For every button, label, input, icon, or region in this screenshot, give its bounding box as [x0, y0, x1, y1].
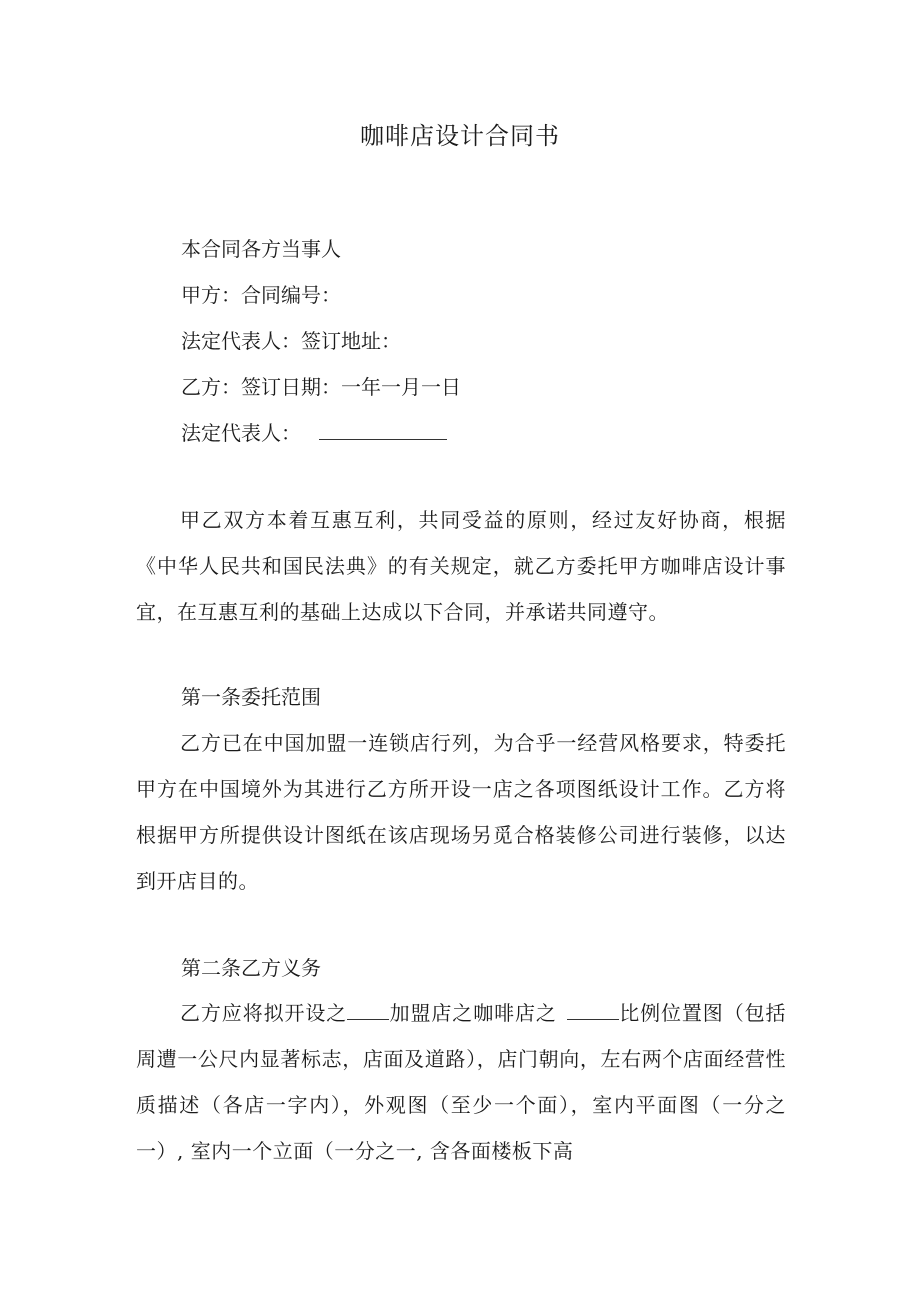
- legal-rep-line-1: 法定代表人：签订地址：: [181, 329, 401, 353]
- legal-rep-blank: [319, 419, 447, 440]
- article-2-text-c: 比例位置图（包括周遭一公尺内显著标志，店面及道路），店门朝向，左右两个店面经营性质描述（各店一字内），外观图（至少一个面），室内平面图（一分之一）, 室内一个立面（一分之一, 含各面楼板下高: [136, 1001, 787, 1163]
- article-2-heading: 第二条乙方义务: [181, 956, 321, 980]
- article-2-text-a: 乙方应将拟开设之: [180, 1001, 348, 1025]
- article-2-text-b: 加盟店之咖啡店之: [389, 1001, 557, 1025]
- parties-heading: 本合同各方当事人: [181, 237, 341, 261]
- article-1-heading: 第一条委托范围: [181, 685, 321, 709]
- article-2-body: [136, 990, 786, 1174]
- party-a-line: 甲方：合同编号：: [181, 283, 341, 307]
- preamble-paragraph: 甲乙双方本着互惠互利，共同受益的原则，经过友好协商，根据《中华人民共和国民法典》的有关规定，就乙方委托甲方咖啡店设计事宜，在互惠互利的基础上达成以下合同，并承诺共同遵守。: [136, 508, 786, 624]
- legal-rep-label: 法定代表人：: [181, 421, 301, 445]
- legal-rep-line-2: [181, 419, 447, 447]
- article-1-body: 乙方已在中国加盟一连锁店行列，为合乎一经营风格要求，特委托甲方在中国境外为其进行乙方所开设一店之各项图纸设计工作。乙方将根据甲方所提供设计图纸在该店现场另觅合格装修公司进行装修，以达到开店目的。: [136, 731, 786, 893]
- document-title: 咖啡店设计合同书: [360, 122, 560, 150]
- scale-blank: [567, 999, 619, 1020]
- party-b-line: 乙方：签订日期：一年一月一日: [181, 375, 461, 399]
- store-name-blank: [347, 999, 389, 1020]
